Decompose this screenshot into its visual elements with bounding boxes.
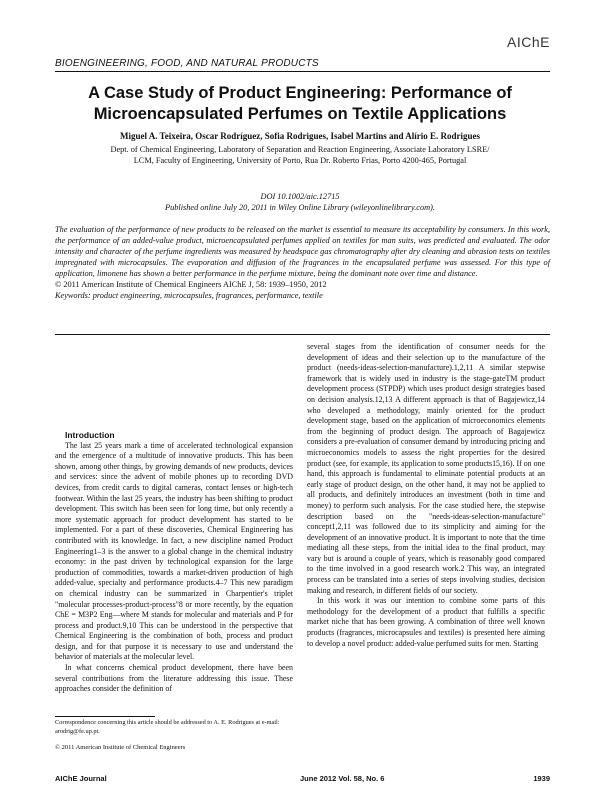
footer-journal: AIChE Journal — [55, 774, 107, 783]
paper-title — [60, 83, 540, 125]
abstract — [55, 224, 550, 301]
doi-block — [60, 191, 540, 213]
left-paragraph-2: In what concerns chemical product development, there have been several contributions from the literature addressing this issue. These approaches consider the definition of — [55, 663, 293, 694]
affiliation-line-1: Dept. of Chemical Engineering, Laboratory of Separation and Reaction Engineering, Associate Laboratory LSRE/ — [110, 145, 490, 154]
header-rule — [55, 71, 550, 72]
abstract-copyright: © 2011 American Institute of Chemical Engineers AIChE J, 58: 1939–1950, 2012 — [55, 280, 327, 289]
footer-page: 1939 — [533, 774, 550, 783]
affiliation — [60, 144, 540, 166]
right-column — [307, 342, 545, 649]
abstract-text: The evaluation of the performance of new products to be released on the market is essential to measure its acceptability by consumers. In this work, the performance of an added-value product, microencapsulated perfumes applied on textiles for man suits, was predicted and evaluated. The odor intensity and character of the perfume ingredients was measured by headspace gas chromatography after dry cleaning and abrasion tests on textiles impregnated with microcapsules. The evaporation and diffusion of the fragrances in the encapsulated perfume was assessed. For this type of application, limonene has shown a better performance in the perfume mixture, being the dominant note over time and distance. — [55, 225, 550, 278]
footer-issue: June 2012 Vol. 58, No. 6 — [300, 774, 385, 783]
left-paragraph-1: The last 25 years mark a time of accelerated technological expansion and the emergence of a multitude of innovative products. This has been shown, among other things, by growing demands of new products, devices and services: since the advent of mobile phones up to recording DVD devices, from credit cards to digital cameras, contact lenses or high-tech footwear. Within the last 25 years, the industry has been shifting to product development. This switch has been seen for long time, but only recently a more systematic approach for product development has started to be implemented. For a part of these discoveries, Chemical Engineering has contributed with its knowledge. In fact, a new discipline named Product Engineering1–3 is the answer to a global change in the chemical industry economy: in the past driven by technological expansion for the large production of commodities, towards a market-driven production of high added-value, specialty and performance products.4–7 This new paradigm on chemical industry can be summarized in Charpentier's triplet "molecular processes-product-process"8 or more recently, by the equation ChE = M3P2 Eng—where M stands for molecular and materials and P for process and product.9,10 This can be understood in the perspective that Chemical Engineering is the combination of both, process and product design, and for that purpose it is necessary to use and understand the behavior of materials at the molecular level. — [55, 440, 293, 662]
introduction-heading: Introduction — [65, 430, 115, 440]
footnote-copyright: © 2011 American Institute of Chemical Engineers — [55, 744, 186, 751]
keywords: Keywords: product engineering, microcapsules, fragrances, performance, textile — [55, 291, 323, 300]
published-online: Published online July 20, 2011 in Wiley Online Library (wileyonlinelibrary.com). — [165, 203, 435, 212]
affiliation-line-2: LCM, Faculty of Engineering, University of Porto, Rua Dr. Roberto Frias, Porto 4200-465, Portugal — [133, 156, 467, 165]
title-line-2: Microencapsulated Perfumes on Textile Applications — [93, 105, 507, 123]
footnote-rule — [55, 716, 155, 717]
title-line-1: A Case Study of Product Engineering: Performance of — [88, 84, 512, 102]
doi: DOI 10.1002/aic.12715 — [260, 192, 340, 201]
correspondence-footnote: Correspondence concerning this article should be addressed to A. E. Rodrigues at e-mail: arodrig@fe.up.pt. — [55, 719, 280, 735]
aiche-logo: AIChE — [507, 34, 550, 50]
abstract-rule — [55, 334, 550, 335]
left-column — [55, 430, 293, 695]
authors: Miguel A. Teixeira, Oscar Rodríguez, Sofia Rodrigues, Isabel Martins and Alírio E. Rodrigues — [119, 131, 481, 141]
right-paragraph-1: several stages from the identification of consumer needs for the development of ideas and their selection up to the manufacture of the product (needs-ideas-selection-manufacture).1,2,11 A similar stepwise framework that is widely used in industry is the stage-gateTM product development process (STPDP) which uses product design strategies based on decision analysis.12,13 A different approach is that of Bagajewicz,14 who developed a methodology, mainly oriented for the product development stage, based on the application of microeconomics elements from the beginning of product design. The approach of Bagajewicz considers a pre-evaluation of consumer demand by introducing pricing and microeconomics models to assess the right properties for the desired product (see, for example, its application to some products15,16). If on one hand, this approach is fundamental to eliminate potential products at an early stage of product design, on the other hand, it may not be applied to all products, and definitely introduces an investment (both in time and money) to perform such analysis. For the case studied here, the stepwise description based on the "needs-ideas-selection-manufacture" concept1,2,11 was followed due to its simplicity and aiming for the development of an innovative product. It is important to note that the time mediating all these steps, from the initial idea to the final product, may vary but is around a couple of years, which is reasonably good compared to the time involved in a good research work.2 This way, an integrated process can be translated into a series of steps involving studies, decision making and research, in different fields of our society. — [307, 342, 545, 595]
section-label: BIOENGINEERING, FOOD, AND NATURAL PRODUCTS — [55, 58, 319, 69]
right-paragraph-2: In this work it was our intention to combine some parts of this methodology for the development of a product that fulfills a specific market niche that has been growing. A combination of three well known products (fragrances, microcapsules and textiles) is presented here aiming to develop a novel product: added-value perfumed suits for men. Starting — [307, 596, 545, 648]
